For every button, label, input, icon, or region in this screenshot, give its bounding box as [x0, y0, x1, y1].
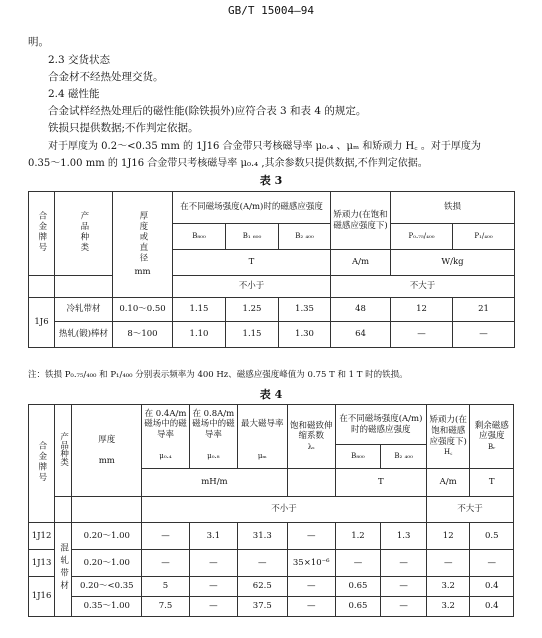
- unit-cell: mH/m: [142, 469, 288, 497]
- unit-cell: T: [470, 469, 514, 497]
- value-cell: 37.5: [237, 597, 287, 617]
- sub-header: B₈₀₀: [335, 445, 381, 469]
- value-cell: 62.5: [237, 577, 287, 597]
- product-cell: 混轧带材: [55, 523, 72, 617]
- blank-cell: [287, 469, 335, 497]
- alloy-cell: 1J13: [29, 550, 55, 577]
- table-row: [29, 322, 515, 348]
- sub-header: P₁/₄₀₀: [453, 224, 515, 250]
- product-cell: 冷轧带材: [55, 298, 113, 322]
- product-header: 产品种类: [55, 405, 72, 497]
- table-row: [29, 298, 515, 322]
- table-row: [29, 523, 514, 550]
- sub-header: μ₀.₄: [142, 445, 190, 469]
- thickness-cell: 8～100: [113, 322, 173, 348]
- table-row: [29, 550, 514, 577]
- thickness-cell: 0.20～1.00: [72, 523, 142, 550]
- value-cell: —: [381, 550, 427, 577]
- text-line: 0.35～1.00 mm 的 1J16 合金带只考核磁导率 μ₀.₄ ,其余参数只提供数据,不作判定依据。: [28, 158, 428, 169]
- section-heading: 2.3 交货状态: [48, 54, 111, 66]
- value-cell: —: [335, 550, 381, 577]
- product-header: 产品种类: [55, 192, 113, 276]
- unit-cell: T: [173, 250, 331, 276]
- max-label: 不大于: [426, 497, 513, 523]
- unit-cell: T: [335, 469, 426, 497]
- table3-note: 注：铁损 P₀.₇₅/₄₀₀ 和 P₁/₄₀₀ 分别表示频率为 400 Hz、磁感应强度峰值为 0.75 T 和 1 T 时的铁损。: [28, 370, 408, 380]
- max-label: 不大于: [331, 276, 515, 298]
- value-cell: 1.25: [226, 298, 279, 322]
- value-cell: 1.15: [173, 298, 226, 322]
- sub-header: P₀.₇₅/₄₀₀: [391, 224, 453, 250]
- value-cell: 0.65: [335, 577, 381, 597]
- value-cell: —: [142, 550, 190, 577]
- value-cell: 31.3: [237, 523, 287, 550]
- value-cell: 35×10⁻⁶: [287, 550, 335, 577]
- loss-header: 铁损: [391, 192, 515, 224]
- induction-header: 在不同磁场强度(A/m)时的磁感应强度: [173, 192, 331, 224]
- table-row: [29, 577, 514, 597]
- value-cell: 0.65: [335, 597, 381, 617]
- value-cell: 1.15: [226, 322, 279, 348]
- mu08-header: 在 0.8A/m 磁场中的磁导率: [189, 405, 237, 445]
- blank-cell: [29, 276, 55, 298]
- value-cell: —: [237, 550, 287, 577]
- min-label: 不小于: [173, 276, 331, 298]
- value-cell: —: [470, 550, 514, 577]
- table-4: [28, 404, 514, 617]
- product-cell: 热轧(锻)棒材: [55, 322, 113, 348]
- sub-header: μₘ: [237, 445, 287, 469]
- value-cell: —: [142, 523, 190, 550]
- table-row: [29, 597, 514, 617]
- text-line: 铁损只提供数据;不作判定依据。: [48, 122, 199, 134]
- unit-cell: W/kg: [391, 250, 515, 276]
- value-cell: 12: [426, 523, 469, 550]
- lambda-header: 饱和磁致伸缩系数 λₛ: [287, 405, 335, 469]
- value-cell: —: [381, 597, 427, 617]
- remanence-header: 剩余磁感应强度 Bᵣ: [470, 405, 514, 469]
- thickness-cell: 0.35～1.00: [72, 597, 142, 617]
- value-cell: 0.5: [470, 523, 514, 550]
- alloy-cell: 1J6: [29, 298, 55, 348]
- alloy-cell: 1J12: [29, 523, 55, 550]
- blank-cell: [55, 276, 113, 298]
- thickness-cell: 0.10～0.50: [113, 298, 173, 322]
- value-cell: —: [189, 577, 237, 597]
- value-cell: 1.30: [279, 322, 331, 348]
- sub-header: μ₀.₈: [189, 445, 237, 469]
- alloy-cell: 1J16: [29, 577, 55, 617]
- value-cell: 12: [391, 298, 453, 322]
- mu04-header: 在 0.4A/m 磁场中的磁导率: [142, 405, 190, 445]
- value-cell: 21: [453, 298, 515, 322]
- thickness-header: 厚度 mm: [72, 405, 142, 497]
- value-cell: —: [453, 322, 515, 348]
- text-line: 明。: [28, 36, 49, 48]
- value-cell: 0.4: [470, 577, 514, 597]
- value-cell: 5: [142, 577, 190, 597]
- min-label: 不小于: [142, 497, 427, 523]
- value-cell: 3.2: [426, 577, 469, 597]
- blank-cell: [72, 497, 142, 523]
- value-cell: 7.5: [142, 597, 190, 617]
- coercive-header: 矫顽力(在饱和磁感应强度下) H꜀: [426, 405, 469, 469]
- table3-caption: 表 3: [259, 174, 283, 187]
- thickness-cell: 0.20～<0.35: [72, 577, 142, 597]
- value-cell: —: [426, 550, 469, 577]
- text-line: 合金材不经热处理交货。: [48, 71, 164, 83]
- thickness-cell: 0.20～1.00: [72, 550, 142, 577]
- page-header: GB/T 15004—94: [227, 4, 315, 17]
- value-cell: 1.10: [173, 322, 226, 348]
- value-cell: —: [391, 322, 453, 348]
- sub-header: B₂ ₄₀₀: [279, 224, 331, 250]
- sub-header: B₈₀₀: [173, 224, 226, 250]
- table4-caption: 表 4: [259, 388, 283, 401]
- value-cell: —: [381, 577, 427, 597]
- sub-header: B₂ ₄₀₀: [381, 445, 427, 469]
- unit-cell: A/m: [426, 469, 469, 497]
- table-3: [28, 191, 515, 348]
- value-cell: 48: [331, 298, 391, 322]
- text-line: 对于厚度为 0.2～<0.35 mm 的 1J16 合金带只考核磁导率 μ₀.₄ 、μₘ 和矫顽力 H꜀ 。对于厚度为: [48, 141, 481, 152]
- value-cell: 3.1: [189, 523, 237, 550]
- section-heading: 2.4 磁性能: [48, 88, 100, 100]
- value-cell: 3.2: [426, 597, 469, 617]
- text-line: 合金试样经热处理后的磁性能(除铁损外)应符合表 3 和表 4 的规定。: [48, 105, 367, 117]
- blank-cell: [55, 497, 72, 523]
- mum-header: 最大磁导率: [237, 405, 287, 445]
- thickness-header: 厚度或直径 mm: [113, 192, 173, 298]
- value-cell: —: [287, 597, 335, 617]
- value-cell: 64: [331, 322, 391, 348]
- value-cell: —: [189, 597, 237, 617]
- value-cell: 0.4: [470, 597, 514, 617]
- value-cell: 1.35: [279, 298, 331, 322]
- value-cell: —: [189, 550, 237, 577]
- value-cell: —: [287, 523, 335, 550]
- induction-header: 在不同磁场强度(A/m)时的磁感应强度: [335, 405, 426, 445]
- coercive-header: 矫顽力(在饱和磁感应强度下): [331, 192, 391, 250]
- sub-header: B₁ ₆₀₀: [226, 224, 279, 250]
- alloy-header: 合金牌号: [29, 405, 55, 523]
- alloy-header: 合金牌号: [29, 192, 55, 276]
- value-cell: 1.2: [335, 523, 381, 550]
- value-cell: 1.3: [381, 523, 427, 550]
- unit-cell: A/m: [331, 250, 391, 276]
- value-cell: —: [287, 577, 335, 597]
